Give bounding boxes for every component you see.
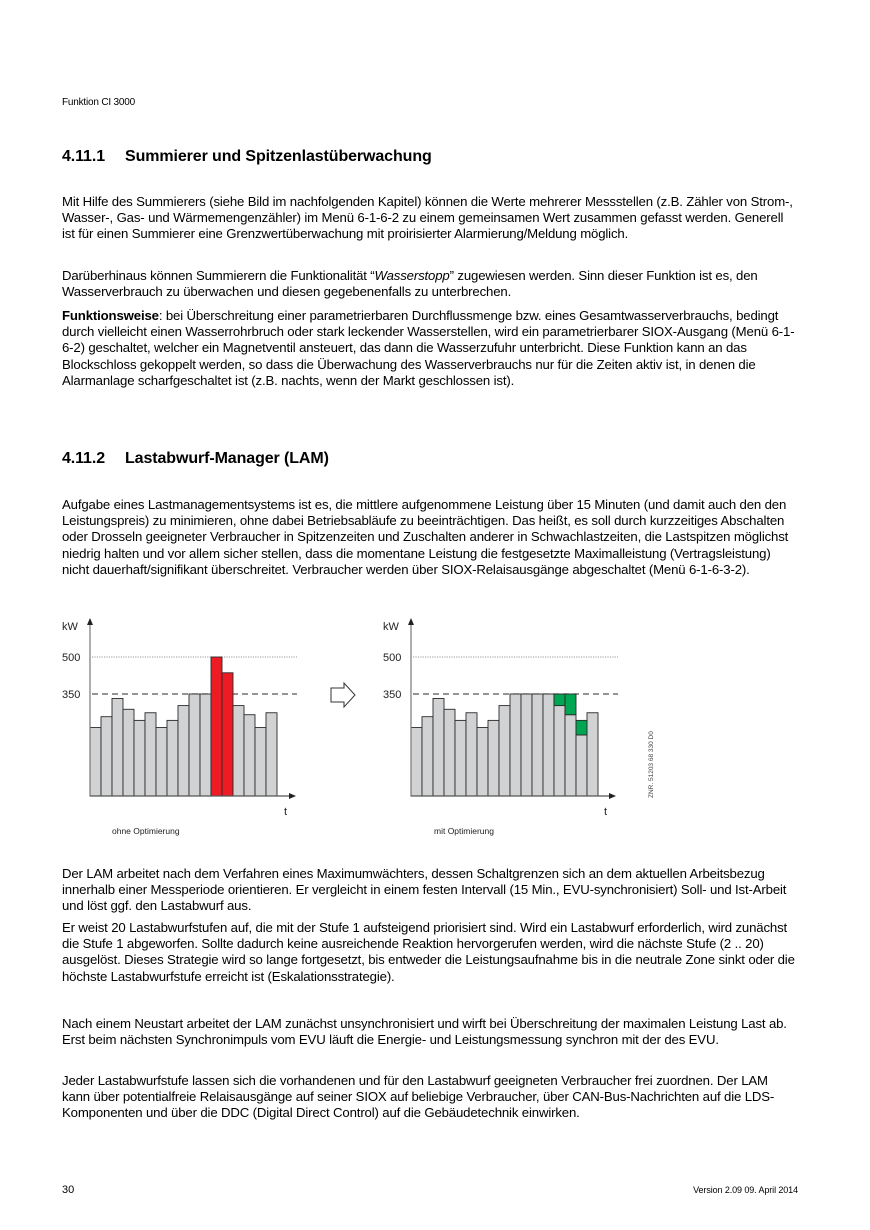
bar — [543, 694, 554, 796]
paragraph-wasserstopp — [62, 268, 797, 300]
bar — [477, 728, 488, 796]
y-axis-label: kW — [383, 621, 399, 633]
bar — [466, 713, 477, 796]
bar — [411, 728, 422, 796]
text-run: ” zugewiesen werden. Sinn dieser Funktion ist es, den Wasserverbrauch zu überwachen und diesen gegebenenfalls zu unterbrechen. — [62, 268, 758, 300]
paragraph-funktionsweise — [62, 308, 797, 389]
section-title: Summierer und Spitzenlastüberwachung — [125, 148, 432, 165]
bar — [587, 713, 598, 796]
bar — [145, 713, 156, 796]
paragraph-lam-maximum — [62, 866, 797, 915]
version-info: Version 2.09 09. April 2014 — [693, 1185, 798, 1195]
bar — [488, 720, 499, 796]
paragraph-lam-neustart — [62, 1016, 797, 1048]
y-axis-arrow-icon — [408, 618, 414, 625]
paragraph-lam-intro — [62, 497, 797, 578]
section-number: 4.11.1 — [62, 148, 106, 165]
bar — [444, 709, 455, 796]
chart-mit-optimierung — [383, 618, 618, 836]
section-number: 4.11.2 — [62, 450, 106, 467]
bar — [266, 713, 277, 796]
bar — [521, 694, 532, 796]
paragraph-text: Er weist 20 Lastabwurfstufen auf, die mit der Stufe 1 aufsteigend priorisiert sind. Wird ein Lastabwurf erforderlich, wird zunächst die Stufe 1 abgeworfen. Sollte dadurch keine ausreichende Reaktion hervorgerufen werden, wird die nächste Stufe (2 .. 20) ausgelöst. Dieses Strategie wird so lange fortgesetzt, bis entweder die Leistungsaufnahme bis in die neutrale Zone sinkt oder die höchste Lastabwurfstufe erreicht ist (Eskalationsstrategie). — [62, 920, 795, 984]
paragraph-lam-zuordnung — [62, 1073, 797, 1122]
bar — [101, 717, 112, 796]
bar — [211, 657, 222, 796]
x-axis-label: t — [604, 806, 608, 818]
y-tick-label: 500 — [383, 652, 402, 664]
bar — [222, 673, 233, 796]
paragraph-text — [62, 268, 797, 300]
load-comparison-figure — [0, 600, 870, 845]
bar — [510, 694, 521, 796]
bar — [200, 694, 211, 796]
bar — [499, 706, 510, 796]
y-axis-label: kW — [62, 621, 78, 633]
text-run: : bei Überschreitung einer parametrierbaren Durchflussmenge bzw. eines Gesamtwasserverbrauchs, bedingt durch vielleicht einen Wasserrohrbruch oder stark leckender Wasserstellen, wird ein parametrierbarer SIOX-Ausgang (Menü 6-1-6-2) geschaltet, welcher ein Magnetventil ansteuert, das dann die Wasserzufuhr unterbricht. Diese Funktion kann an das Blockschloss gekoppelt werden, so dass die Überwachung des Wasserverbrauchs nur für die Zeiten aktiv ist, in denen die Alarmanlage scharfgeschaltet ist (z.B. nachts, wenn der Markt geschlossen ist). — [62, 308, 795, 388]
bar — [167, 720, 178, 796]
paragraph-summierer — [62, 194, 797, 243]
x-axis-arrow-icon — [289, 793, 296, 799]
paragraph-text: Jeder Lastabwurfstufe lassen sich die vorhandenen und für den Lastabwurf geeigneten Verbraucher frei zuordnen. Der LAM kann über potentialfreie Relaisausgänge auf seiner SIOX auf beliebige Verbraucher, über CAN-Bus-Nachrichten auf die LDS-Komponenten und über die DDC (Digital Direct Control) auf die Gebäudetechnik einwirken. — [62, 1073, 775, 1121]
text-run: Darüberhinaus können Summierern die Funktionalität “ — [62, 268, 375, 283]
chart-caption: mit Optimierung — [434, 826, 494, 836]
chart-caption: ohne Optimierung — [112, 826, 180, 836]
bar — [134, 720, 145, 796]
bar — [255, 728, 266, 796]
bar — [532, 694, 543, 796]
section-heading-4-11-1 — [62, 148, 432, 166]
bar — [565, 715, 576, 796]
paragraph-text: Aufgabe eines Lastmanagementsystems ist es, die mittlere aufgenommene Leistung über 15 Minuten (und damit auch den den Leistungspreis) zu minimieren, ohne dabei Betriebsabläufe zu beeinträchtigen. Das heißt, es soll durch kurzzeitiges Abschalten oder Drosseln geeigneter Verbraucher in Spitzenzeiten und Zuschalten anderer in Schwachlastzeiten, die Lastspitzen möglichst niedrig halten und vor allem sicher stellen, dass die momentane Leistung die festgesetzte Maximalleistung (Vertragsleistung) nicht dauerhaft/signifikant überschreitet. Verbraucher werden über SIOX-Relaisausgänge abgeschaltet (Menü 6-1-6-3-2). — [62, 497, 789, 577]
chart-ohne-optimierung — [62, 618, 297, 836]
bar — [455, 720, 466, 796]
bar — [433, 698, 444, 796]
y-axis-arrow-icon — [87, 618, 93, 625]
bar — [189, 694, 200, 796]
drawing-number: ZNR. 51203 68 330 D0 — [648, 731, 655, 798]
running-header: Funktion CI 3000 — [62, 97, 135, 108]
shifted-load-segment — [565, 694, 576, 715]
paragraph-text: Der LAM arbeitet nach dem Verfahren eines Maximumwächters, dessen Schaltgrenzen sich an dem aktuellen Arbeitsbezug innerhalb einer Messperiode orientieren. Er vergleicht in einem festen Intervall (15 Min., EVU-synchronisiert) Soll- und Ist-Arbeit und löst ggf. den Lastabwurf aus. — [62, 866, 787, 914]
paragraph-text: Mit Hilfe des Summierers (siehe Bild im nachfolgenden Kapitel) können die Werte mehrerer Messstellen (z.B. Zähler von Strom-, Wasser-, Gas- und Wärmemengenzähler) im Menü 6-1-6-2 zu einem gemeinsamen Wert zusammen gefasst werden. Generell ist für einen Summierer eine Grenzwertüberwachung mit proirisierter Alarmierung/Meldung möglich. — [62, 194, 793, 242]
bar — [244, 715, 255, 796]
bar — [123, 709, 134, 796]
section-heading-4-11-2 — [62, 450, 329, 468]
bar — [554, 706, 565, 796]
paragraph-lam-stufen — [62, 920, 797, 985]
bar — [422, 717, 433, 796]
x-axis-arrow-icon — [609, 793, 616, 799]
page-number: 30 — [62, 1184, 75, 1196]
bar — [576, 735, 587, 796]
shifted-load-segment — [554, 694, 565, 706]
section-title: Lastabwurf-Manager (LAM) — [125, 450, 329, 467]
x-axis-label: t — [284, 806, 288, 818]
bar — [233, 706, 244, 796]
bar — [156, 728, 167, 796]
emphasis-term: Wasserstopp — [374, 268, 450, 283]
y-tick-label: 500 — [62, 652, 81, 664]
hollow-right-arrow-icon — [331, 683, 355, 707]
paragraph-text: Nach einem Neustart arbeitet der LAM zunächst unsynchronisiert und wirft bei Überschreitung der maximalen Leistung Last ab. Erst beim nächsten Synchronimpuls vom EVU läuft die Energie- und Leistungsmessung synchron mit der des EVU. — [62, 1016, 787, 1048]
bar — [178, 706, 189, 796]
shifted-load-segment — [576, 720, 587, 735]
y-tick-label: 350 — [383, 689, 402, 701]
paragraph-text — [62, 308, 797, 389]
bold-label: Funktionsweise — [62, 308, 159, 323]
bar — [90, 728, 101, 796]
y-tick-label: 350 — [62, 689, 81, 701]
bar — [112, 698, 123, 796]
